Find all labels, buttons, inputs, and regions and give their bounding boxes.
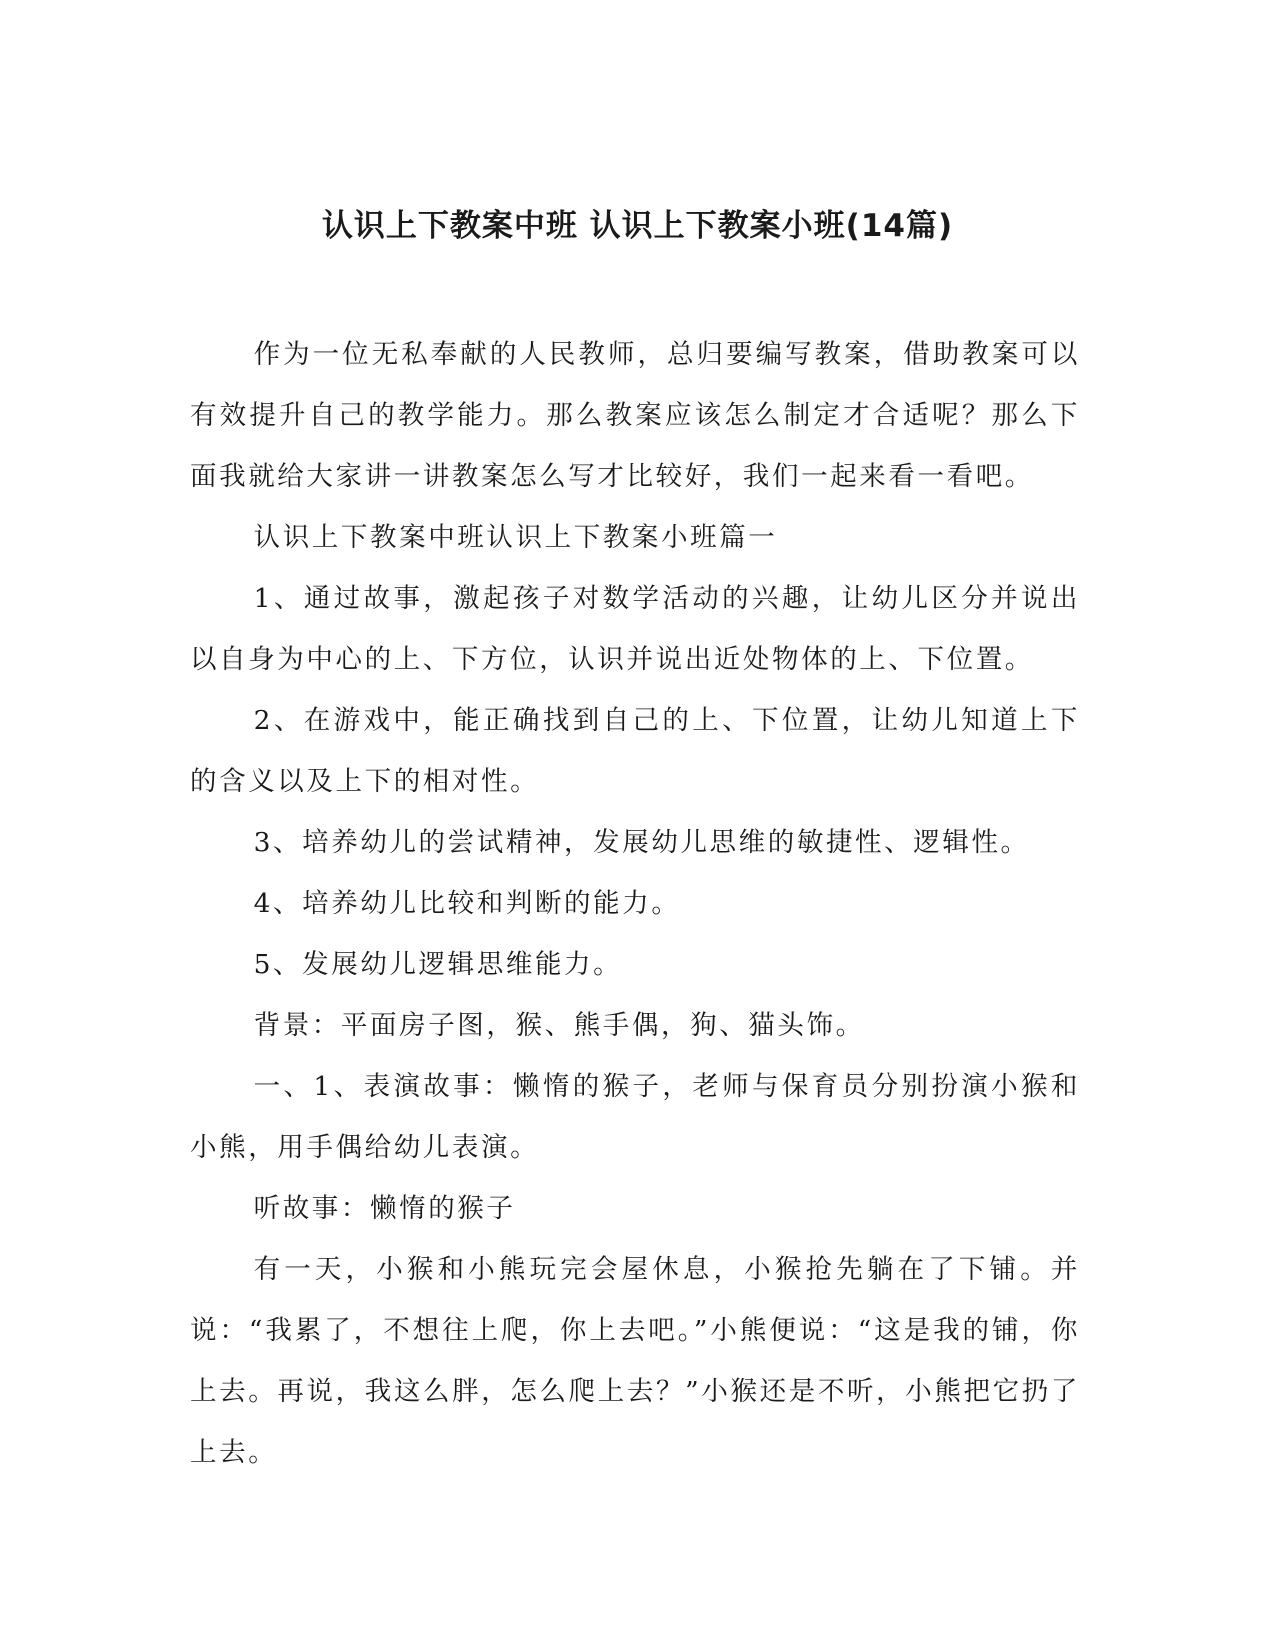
document-title: 认识上下教案中班 认识上下教案小班(14篇) — [321, 208, 954, 244]
paragraph-background: 背景：平面房子图，猴、熊手偶，狗、猫头饰。 — [253, 1010, 865, 1041]
document-body — [190, 324, 1080, 1483]
paragraph-goal-3: 3、培养幼儿的尝试精神，发展幼儿思维的敏捷性、逻辑性。 — [253, 827, 1030, 858]
paragraph-goal-2: 2、在游戏中，能正确找到自己的上、下位置，让幼儿知道上下的含义以及上下的相对性。 — [190, 705, 1080, 797]
paragraph-story: 有一天，小猴和小熊玩完会屋休息，小猴抢先躺在了下铺。并说：“我累了，不想往上爬，你上去吧。”小熊便说：“这是我的铺，你上去。再说，我这么胖，怎么爬上去？”小猴还是不听，小熊把它扔了上去。 — [190, 1254, 1080, 1468]
paragraph-step-1: 一、1、表演故事：懒惰的猴子，老师与保育员分别扮演小猴和小熊，用手偶给幼儿表演。 — [190, 1071, 1080, 1163]
paragraph-goal-1: 1、通过故事，激起孩子对数学活动的兴趣，让幼儿区分并说出以自身为中心的上、下方位，认识并说出近处物体的上、下位置。 — [190, 583, 1080, 675]
paragraph-intro: 作为一位无私奉献的人民教师，总归要编写教案，借助教案可以有效提升自己的教学能力。那么教案应该怎么制定才合适呢？那么下面我就给大家讲一讲教案怎么写才比较好，我们一起来看一看吧。 — [190, 339, 1080, 492]
section-heading: 认识上下教案中班认识上下教案小班篇一 — [253, 522, 778, 553]
paragraph-goal-5: 5、发展幼儿逻辑思维能力。 — [253, 949, 623, 980]
paragraph-goal-4: 4、培养幼儿比较和判断的能力。 — [253, 888, 681, 919]
paragraph-story-title: 听故事：懒惰的猴子 — [253, 1193, 516, 1224]
